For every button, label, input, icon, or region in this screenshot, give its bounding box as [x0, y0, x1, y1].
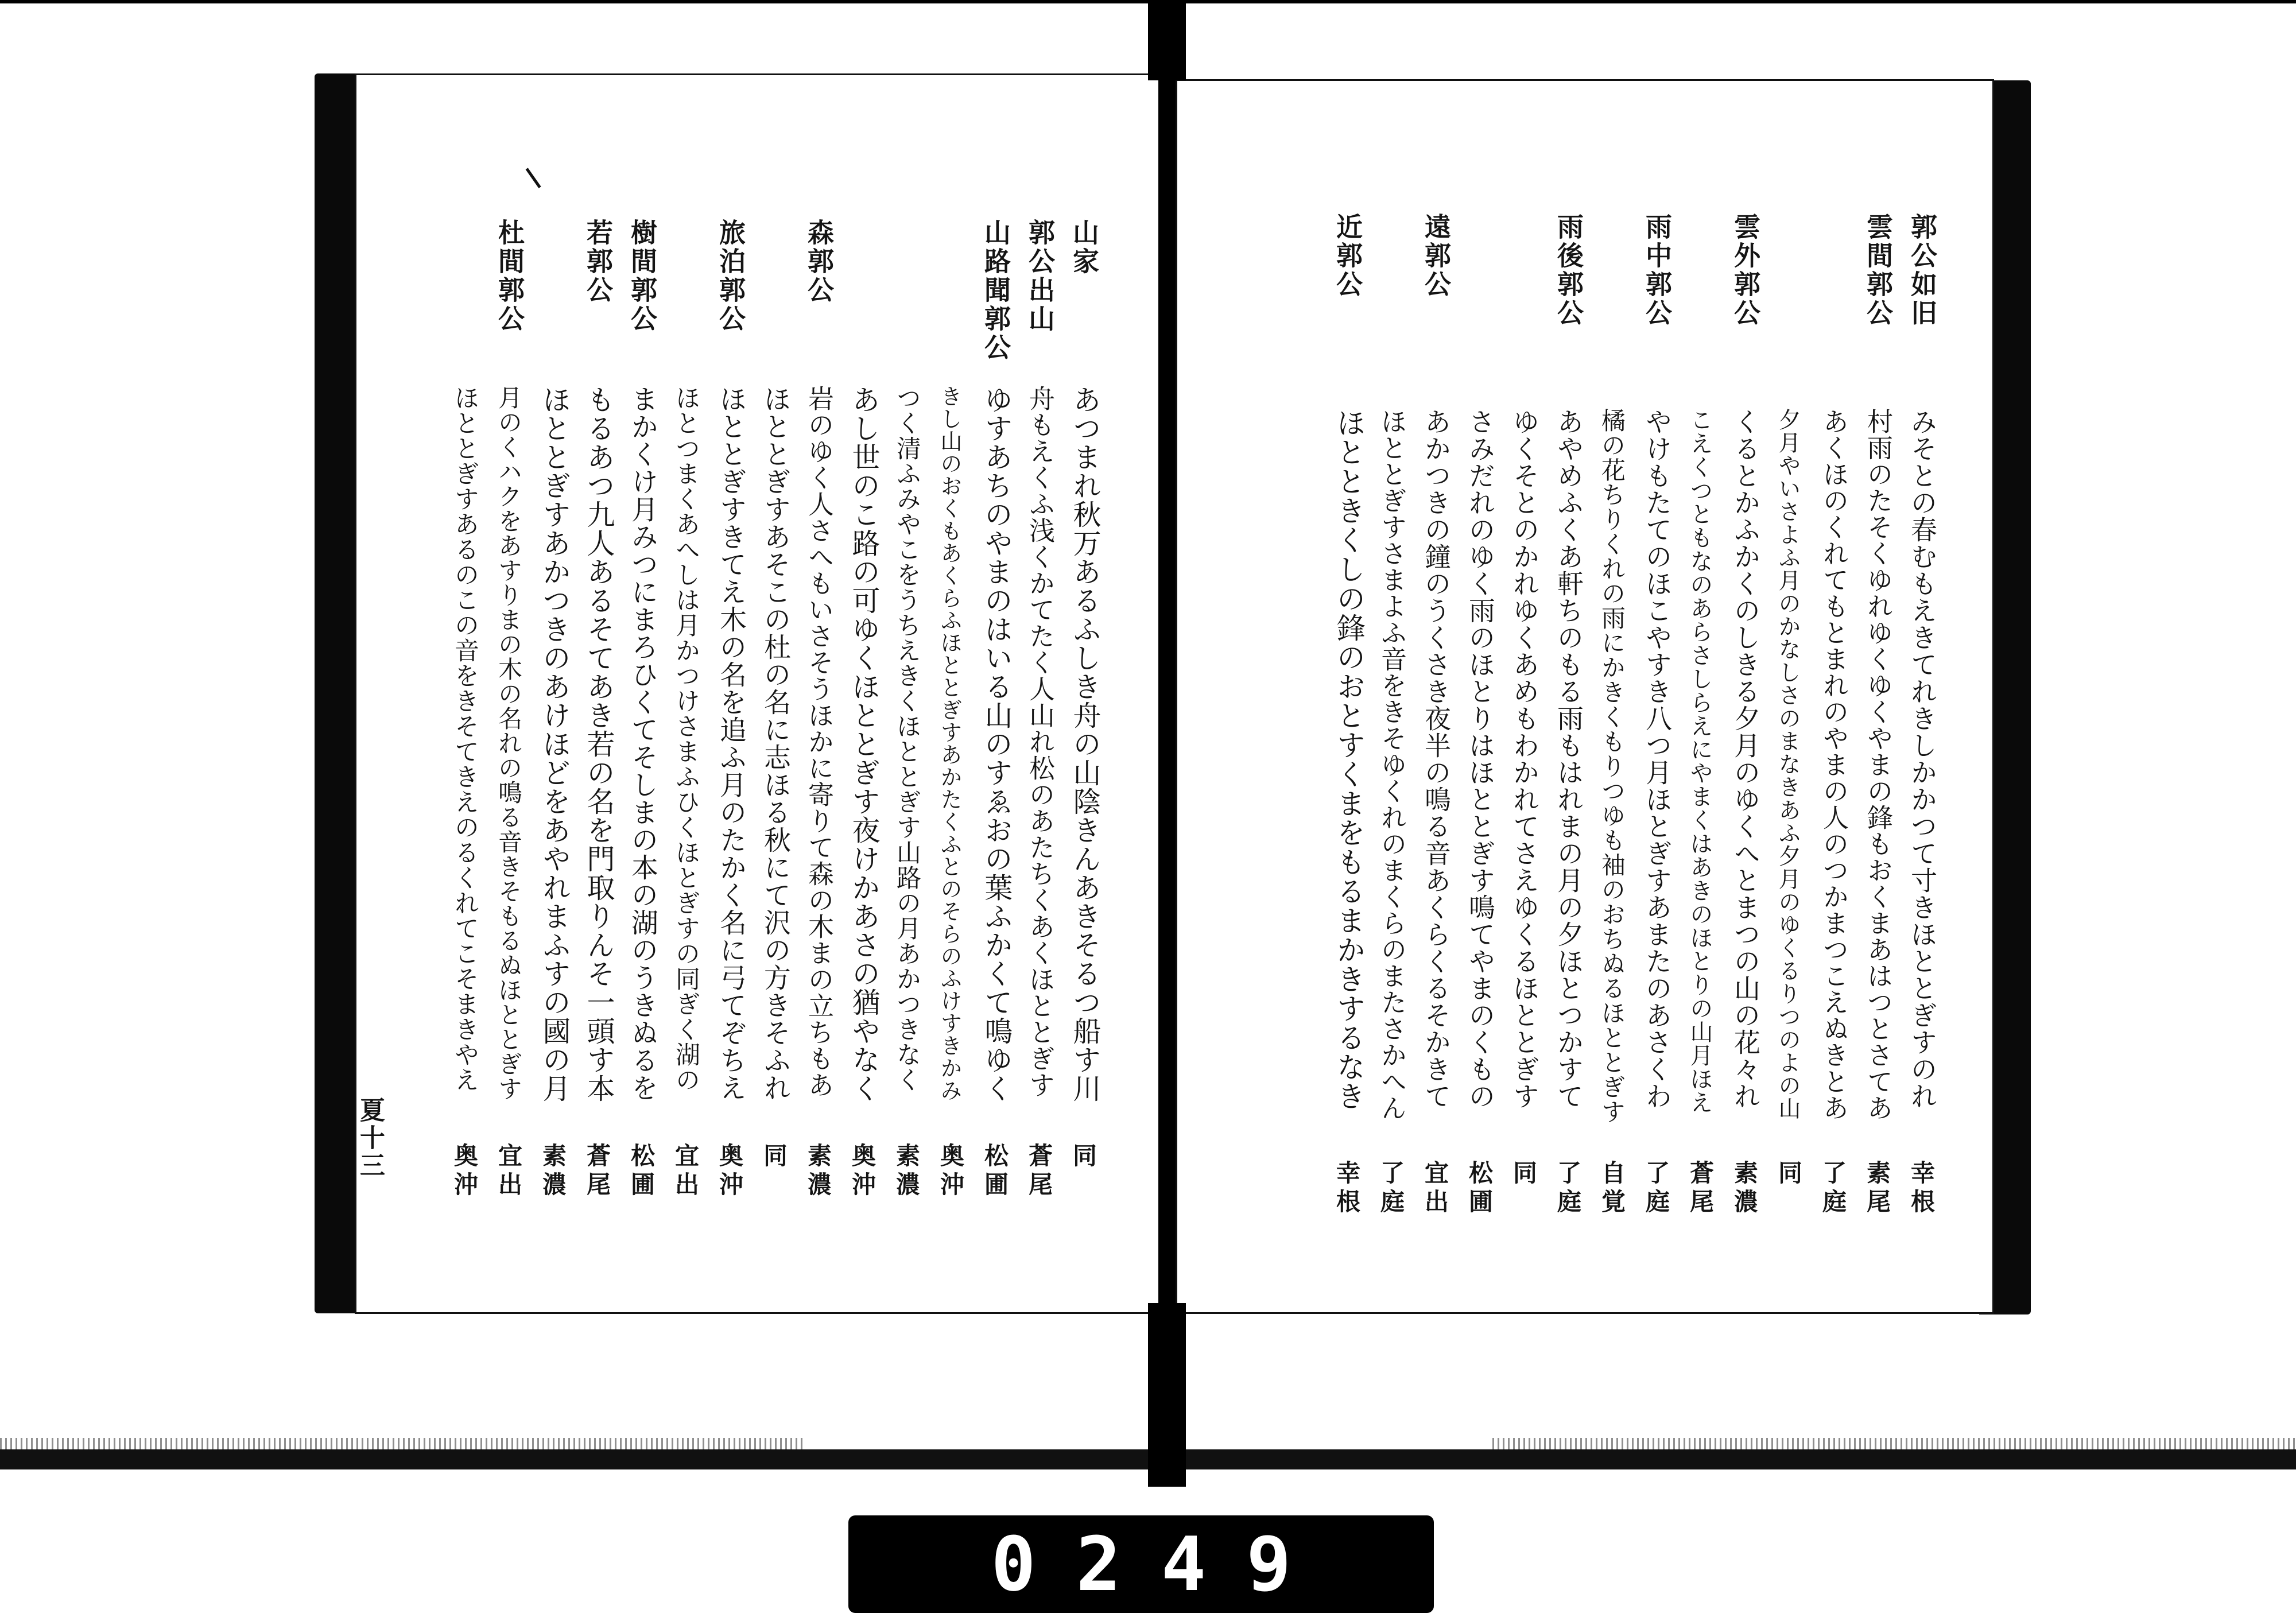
poem-title: 雲外郭公 [1730, 213, 1761, 328]
poet-name: 了庭 [1642, 1160, 1670, 1217]
poem-title: 近郭公 [1332, 213, 1363, 299]
poet-name: 宜出 [672, 1143, 700, 1200]
poem-line: やけもたてのほこやすき八つ月ほとぎすあまたのあさくわ [1642, 408, 1673, 1110]
poem-line: 橘の花ちりくれの雨にかきくもりつゆも袖のおちぬるほととぎす [1598, 408, 1626, 1124]
poem-line: ゆすあちのやまのはいる山のすゑおの葉ふかくて鳴ゆく [980, 385, 1013, 1103]
poem-line: ほととぎすあそこの杜の名に志ほる秋にて沢の方きそふれ [759, 385, 791, 1102]
poem-title: 山路聞郭公 [980, 219, 1011, 362]
poet-name: 素尾 [1863, 1160, 1891, 1217]
poem-line: さみだれのゆく雨のほとりはほととぎす鳴てやまのくもの [1465, 408, 1496, 1110]
poet-name: 同 [1775, 1160, 1803, 1189]
poem-line: あかつきの鐘のうくさき夜半の鳴る音あくらくるそかきて [1421, 408, 1452, 1110]
poem-title: 杜間郭公 [494, 219, 525, 334]
poet-name: 幸根 [1333, 1160, 1361, 1217]
poet-name: 了庭 [1819, 1160, 1847, 1217]
poem-line: 村雨のたそくゆれゆくゆくやまの鋒もおくまあはつとさてあ [1863, 408, 1893, 1121]
poet-name: 宜出 [495, 1143, 523, 1200]
poet-name: 同 [1510, 1160, 1538, 1189]
poet-name: 松圃 [627, 1143, 656, 1200]
poet-name: 素濃 [804, 1143, 832, 1200]
poet-name: 素濃 [1731, 1160, 1759, 1217]
poet-name: 奥沖 [848, 1143, 876, 1200]
poem-line: あやめふくあ軒ちのもる雨もはれまの月の夕ほとつかすて [1553, 408, 1584, 1110]
poem-line: 舟もえくふ浅くかてたく人山れ松のあたちくあくほととぎす [1025, 385, 1055, 1098]
poem-title: 旅泊郭公 [715, 219, 746, 334]
poet-name: 蒼尾 [583, 1143, 611, 1200]
page-folio: 夏十三 [355, 1097, 385, 1180]
poem-line: あくほのくれてもとまれのやまの人のつかまつこえぬきとあ [1818, 408, 1849, 1121]
poet-name: 奥沖 [716, 1143, 744, 1200]
poem-line: ほとときくしの鋒のおとすくまをもるまかきするなき [1332, 408, 1366, 1111]
frame-counter-number: 0249 [991, 1521, 1332, 1608]
poem-title: 森郭公 [804, 219, 835, 305]
poet-name: 自覚 [1598, 1160, 1626, 1217]
poem-line: ほととぎすきてえ木の名を追ふ月のたかく名に弓てぞちえ [715, 385, 747, 1102]
poet-name: 素濃 [539, 1143, 567, 1200]
poet-name: 同 [1069, 1143, 1097, 1172]
poem-title: 樹間郭公 [627, 219, 658, 334]
poem-title: 雨中郭公 [1642, 213, 1673, 328]
book-cover-left-edge [315, 73, 360, 1313]
binding-gutter [1158, 80, 1176, 1332]
poem-line: きし山のおくもあくらふほととぎすあかたくふとのそらのふけすきかみ [937, 385, 962, 1102]
binding-gutter-top [1148, 0, 1186, 80]
poem-line: つく清ふみやこをうちえきくほととぎす山路の月あかつきなく [893, 385, 921, 1092]
right-page [1176, 79, 1994, 1314]
poem-line: ほととぎすさまよふ音をきそゆくれのまくらのまたさかへん [1376, 408, 1407, 1121]
poem-line: ほととぎすあるのこの音をきそてきえのるくれてこそまきやえ [451, 385, 479, 1092]
poet-name: 松圃 [1465, 1160, 1494, 1217]
poem-line: 夕月やいさよふ月のかなしさのまなきあふ夕月のゆくるりつのよの山 [1775, 408, 1801, 1120]
poet-name: 奥沖 [937, 1143, 965, 1200]
poet-name: 蒼尾 [1686, 1160, 1715, 1217]
poet-name: 了庭 [1554, 1160, 1582, 1217]
poem-title: 郭公如旧 [1907, 213, 1938, 328]
poem-line: 月のくハクをあすりまの木の名れの鳴る音きそもるぬほととぎす [495, 385, 523, 1101]
poem-title: 山家 [1069, 219, 1100, 276]
poem-line: もるあつ九人あるそてあき若の名を門取りんそ一頭す本 [583, 385, 615, 1103]
poet-name: 素濃 [893, 1143, 921, 1200]
poet-name: 了庭 [1377, 1160, 1405, 1217]
poem-line: ほととぎすあかつきのあけほどをあやれまふすの國の月 [538, 385, 571, 1103]
poem-line: みそとの春むもえきてれきしかかつて寸きほととぎすのれ [1907, 408, 1938, 1110]
poem-line: あつまれ秋万あるふしき舟の山陰きんあきそるつ船す川 [1069, 385, 1102, 1103]
poem-title: 遠郭公 [1421, 213, 1452, 299]
frame-counter [848, 1515, 1434, 1613]
poem-title: 郭公出山 [1025, 219, 1056, 334]
poem-line: まかくけ月みつにまろひくてそしまの本の湖のうきぬるを [627, 385, 658, 1102]
poet-name: 宜出 [1421, 1160, 1449, 1217]
poem-line: あし世のこ路の可ゆくほととぎす夜けかあさの猶やなく [848, 385, 881, 1103]
poem-line: ほとつまくあへしは月かつけさまふひくほとぎすの同ぎく湖の [672, 385, 700, 1092]
poem-line: 岩のゆく人さへもいさそうほかに寄りて森の木まの立ちもあ [804, 385, 834, 1098]
left-page [355, 73, 1168, 1314]
poet-name: 蒼尾 [1025, 1143, 1053, 1200]
poem-line: こえくつともなのあらさしらえにやまくはあきのほとりの山月ほえ [1686, 408, 1713, 1114]
poem-title: 若郭公 [583, 219, 614, 305]
poet-name: 松圃 [981, 1143, 1009, 1200]
poem-title: 雨後郭公 [1553, 213, 1584, 328]
poet-name: 幸根 [1907, 1160, 1936, 1217]
binding-gutter-bottom [1148, 1303, 1186, 1487]
poet-name: 同 [760, 1143, 788, 1172]
poem-line: くるとかふかくのしきる夕月のゆくへとまつの山の花々れ [1730, 408, 1761, 1110]
poem-title: 雲間郭公 [1863, 213, 1894, 328]
poet-name: 奥沖 [451, 1143, 479, 1200]
poem-line: ゆくそとのかれゆくあめもわかれてさえゆくるほととぎす [1509, 408, 1540, 1110]
